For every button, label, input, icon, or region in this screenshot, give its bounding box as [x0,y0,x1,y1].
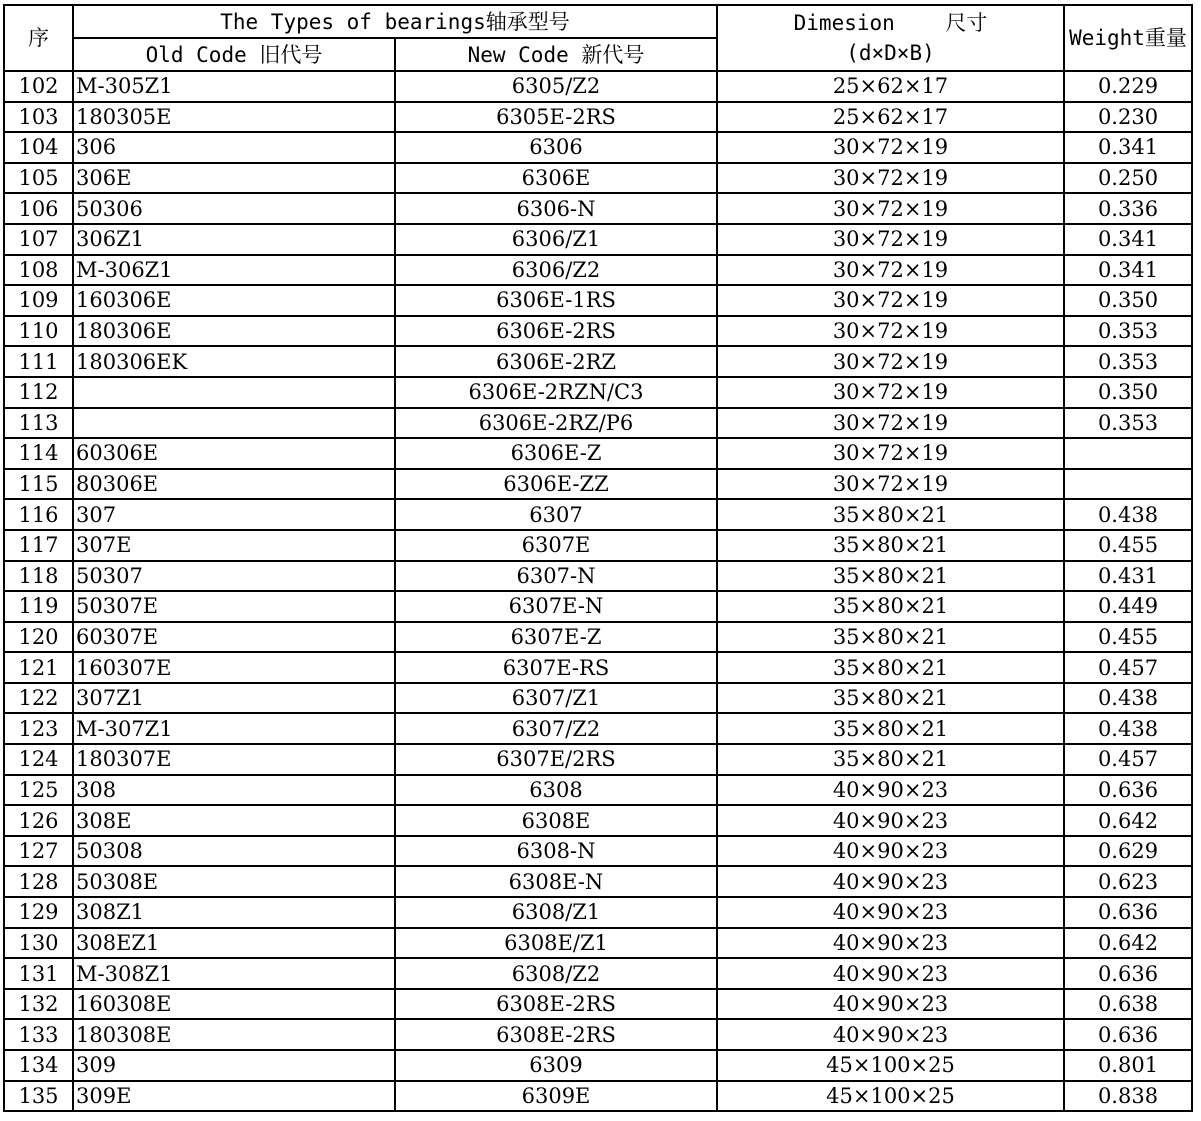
row-seq: 120 [4,622,73,653]
row-dimension: 35×80×21 [717,652,1064,683]
row-old-code: 307E [73,530,395,561]
row-old-code: 180308E [73,1019,395,1050]
row-dimension: 30×72×19 [717,132,1064,163]
row-old-code: 50306 [73,193,395,224]
row-dimension: 40×90×23 [717,805,1064,836]
table-row [4,928,1192,959]
row-seq: 133 [4,1019,73,1050]
table-row [4,224,1192,255]
row-dimension: 45×100×25 [717,1050,1064,1081]
row-old-code: 180306E [73,316,395,347]
row-new-code: 6306E-2RZ/P6 [395,408,717,439]
table-row [4,499,1192,530]
row-dimension: 35×80×21 [717,744,1064,775]
row-seq: 128 [4,866,73,897]
row-new-code: 6308 [395,775,717,806]
row-weight: 0.636 [1064,775,1192,806]
row-new-code: 6306E-ZZ [395,469,717,500]
row-weight: 0.350 [1064,285,1192,316]
row-old-code: 160308E [73,989,395,1020]
row-dimension: 40×90×23 [717,958,1064,989]
table-row [4,530,1192,561]
row-old-code: 180305E [73,102,395,133]
row-old-code: 308Z1 [73,897,395,928]
row-seq: 125 [4,775,73,806]
row-seq: 108 [4,255,73,286]
row-new-code: 6308E-2RS [395,1019,717,1050]
row-seq: 132 [4,989,73,1020]
header-weight: Weight重量 [1064,5,1192,71]
row-dimension: 30×72×19 [717,408,1064,439]
row-weight [1064,438,1192,469]
table-row [4,316,1192,347]
row-new-code: 6308/Z2 [395,958,717,989]
row-weight: 0.250 [1064,163,1192,194]
row-seq: 129 [4,897,73,928]
header-types: The Types of bearings轴承型号 [73,5,717,38]
row-weight: 0.353 [1064,346,1192,377]
row-new-code: 6308E/Z1 [395,928,717,959]
table-body [4,71,1192,1111]
row-weight: 0.350 [1064,377,1192,408]
row-dimension: 30×72×19 [717,377,1064,408]
row-weight: 0.341 [1064,255,1192,286]
row-dimension: 30×72×19 [717,163,1064,194]
row-weight: 0.457 [1064,744,1192,775]
row-old-code: 309E [73,1081,395,1112]
row-old-code: M-305Z1 [73,71,395,102]
row-weight: 0.341 [1064,132,1192,163]
table-row [4,469,1192,500]
row-new-code: 6307E [395,530,717,561]
row-new-code: 6305E-2RS [395,102,717,133]
table-row [4,193,1192,224]
table-row [4,408,1192,439]
table-row [4,1081,1192,1112]
row-seq: 103 [4,102,73,133]
row-new-code: 6305/Z2 [395,71,717,102]
row-dimension: 35×80×21 [717,713,1064,744]
row-seq: 102 [4,71,73,102]
table-row [4,652,1192,683]
row-new-code: 6306/Z2 [395,255,717,286]
row-dimension: 30×72×19 [717,193,1064,224]
row-seq: 121 [4,652,73,683]
row-dimension: 30×72×19 [717,346,1064,377]
header-old-code: Old Code 旧代号 [73,38,395,71]
row-dimension: 40×90×23 [717,775,1064,806]
table-row [4,836,1192,867]
table-row [4,285,1192,316]
row-weight: 0.230 [1064,102,1192,133]
row-seq: 111 [4,346,73,377]
table-row [4,805,1192,836]
table-row [4,1019,1192,1050]
table-row [4,897,1192,928]
header-dimension-label: Dimesion 尺寸 [793,11,988,35]
table-row [4,958,1192,989]
row-dimension: 25×62×17 [717,102,1064,133]
row-dimension: 35×80×21 [717,683,1064,714]
row-new-code: 6306E-2RS [395,316,717,347]
row-old-code: 306E [73,163,395,194]
row-old-code: 307 [73,499,395,530]
row-old-code: 309 [73,1050,395,1081]
row-seq: 135 [4,1081,73,1112]
row-new-code: 6308E-2RS [395,989,717,1020]
row-seq: 126 [4,805,73,836]
table-row [4,744,1192,775]
row-weight: 0.438 [1064,499,1192,530]
row-seq: 114 [4,438,73,469]
row-old-code [73,377,395,408]
row-weight: 0.636 [1064,1019,1192,1050]
row-dimension: 35×80×21 [717,622,1064,653]
header-dimension [717,5,1064,71]
row-seq: 118 [4,561,73,592]
table-row [4,713,1192,744]
row-new-code: 6307 [395,499,717,530]
row-seq: 131 [4,958,73,989]
table-row [4,102,1192,133]
row-old-code: 306Z1 [73,224,395,255]
row-dimension: 40×90×23 [717,989,1064,1020]
row-weight: 0.341 [1064,224,1192,255]
table-row [4,866,1192,897]
row-new-code: 6306-N [395,193,717,224]
table-row [4,1050,1192,1081]
row-weight: 0.636 [1064,897,1192,928]
row-new-code: 6309E [395,1081,717,1112]
row-weight: 0.449 [1064,591,1192,622]
header-seq: 序 [4,5,73,71]
row-old-code: 180306EK [73,346,395,377]
header-new-code: New Code 新代号 [395,38,717,71]
table-row [4,683,1192,714]
row-weight: 0.438 [1064,683,1192,714]
row-new-code: 6306E [395,163,717,194]
row-dimension: 40×90×23 [717,836,1064,867]
row-dimension: 30×72×19 [717,316,1064,347]
row-weight: 0.801 [1064,1050,1192,1081]
table-row [4,346,1192,377]
row-seq: 123 [4,713,73,744]
row-old-code: 50307 [73,561,395,592]
row-old-code: 160307E [73,652,395,683]
row-new-code: 6307/Z1 [395,683,717,714]
table-row [4,132,1192,163]
row-old-code: M-307Z1 [73,713,395,744]
row-dimension: 30×72×19 [717,438,1064,469]
row-dimension: 35×80×21 [717,499,1064,530]
row-seq: 134 [4,1050,73,1081]
row-old-code [73,408,395,439]
row-seq: 117 [4,530,73,561]
row-dimension: 40×90×23 [717,866,1064,897]
table-row [4,622,1192,653]
table-row [4,255,1192,286]
row-dimension: 35×80×21 [717,561,1064,592]
row-dimension: 30×72×19 [717,469,1064,500]
table-row [4,71,1192,102]
row-new-code: 6309 [395,1050,717,1081]
row-seq: 106 [4,193,73,224]
row-new-code: 6308E-N [395,866,717,897]
row-weight: 0.336 [1064,193,1192,224]
row-seq: 113 [4,408,73,439]
row-weight: 0.457 [1064,652,1192,683]
row-seq: 122 [4,683,73,714]
table-row [4,561,1192,592]
table-row [4,989,1192,1020]
row-old-code: 80306E [73,469,395,500]
row-weight: 0.623 [1064,866,1192,897]
row-seq: 130 [4,928,73,959]
row-old-code: M-308Z1 [73,958,395,989]
row-old-code: 50308E [73,866,395,897]
row-dimension: 35×80×21 [717,530,1064,561]
row-dimension: 40×90×23 [717,897,1064,928]
row-new-code: 6306 [395,132,717,163]
row-new-code: 6306E-2RZ [395,346,717,377]
row-seq: 109 [4,285,73,316]
row-new-code: 6308E [395,805,717,836]
row-seq: 107 [4,224,73,255]
row-weight: 0.629 [1064,836,1192,867]
row-dimension: 40×90×23 [717,1019,1064,1050]
row-old-code: 308EZ1 [73,928,395,959]
row-dimension: 45×100×25 [717,1081,1064,1112]
row-seq: 110 [4,316,73,347]
row-weight [1064,469,1192,500]
row-old-code: 306 [73,132,395,163]
row-old-code: 160306E [73,285,395,316]
row-weight: 0.438 [1064,713,1192,744]
row-dimension: 30×72×19 [717,285,1064,316]
row-weight: 0.636 [1064,958,1192,989]
row-weight: 0.353 [1064,316,1192,347]
row-old-code: 50308 [73,836,395,867]
row-new-code: 6306E-1RS [395,285,717,316]
row-new-code: 6306E-Z [395,438,717,469]
row-weight: 0.838 [1064,1081,1192,1112]
row-new-code: 6306E-2RZN/C3 [395,377,717,408]
row-new-code: 6307-N [395,561,717,592]
row-weight: 0.353 [1064,408,1192,439]
row-seq: 127 [4,836,73,867]
row-new-code: 6307E-RS [395,652,717,683]
row-old-code: 308 [73,775,395,806]
row-new-code: 6307E-N [395,591,717,622]
row-weight: 0.229 [1064,71,1192,102]
row-seq: 112 [4,377,73,408]
row-seq: 119 [4,591,73,622]
table-header [4,5,1192,71]
row-weight: 0.455 [1064,530,1192,561]
row-new-code: 6306/Z1 [395,224,717,255]
row-old-code: 60306E [73,438,395,469]
row-new-code: 6308-N [395,836,717,867]
row-dimension: 30×72×19 [717,224,1064,255]
row-seq: 115 [4,469,73,500]
row-weight: 0.638 [1064,989,1192,1020]
table-row [4,438,1192,469]
table-row [4,591,1192,622]
row-new-code: 6307/Z2 [395,713,717,744]
row-seq: 116 [4,499,73,530]
row-new-code: 6308/Z1 [395,897,717,928]
row-old-code: 50307E [73,591,395,622]
row-seq: 104 [4,132,73,163]
row-old-code: 60307E [73,622,395,653]
row-old-code: 307Z1 [73,683,395,714]
row-old-code: 180307E [73,744,395,775]
row-old-code: M-306Z1 [73,255,395,286]
row-seq: 124 [4,744,73,775]
table-row [4,163,1192,194]
row-old-code: 308E [73,805,395,836]
row-weight: 0.642 [1064,805,1192,836]
row-new-code: 6307E/2RS [395,744,717,775]
header-dimension-formula: (d×D×B) [846,41,935,65]
row-dimension: 40×90×23 [717,928,1064,959]
table-row [4,775,1192,806]
row-new-code: 6307E-Z [395,622,717,653]
row-weight: 0.431 [1064,561,1192,592]
row-dimension: 25×62×17 [717,71,1064,102]
table-row [4,377,1192,408]
row-dimension: 30×72×19 [717,255,1064,286]
bearings-table [3,4,1193,1112]
row-dimension: 35×80×21 [717,591,1064,622]
row-weight: 0.642 [1064,928,1192,959]
row-weight: 0.455 [1064,622,1192,653]
row-seq: 105 [4,163,73,194]
